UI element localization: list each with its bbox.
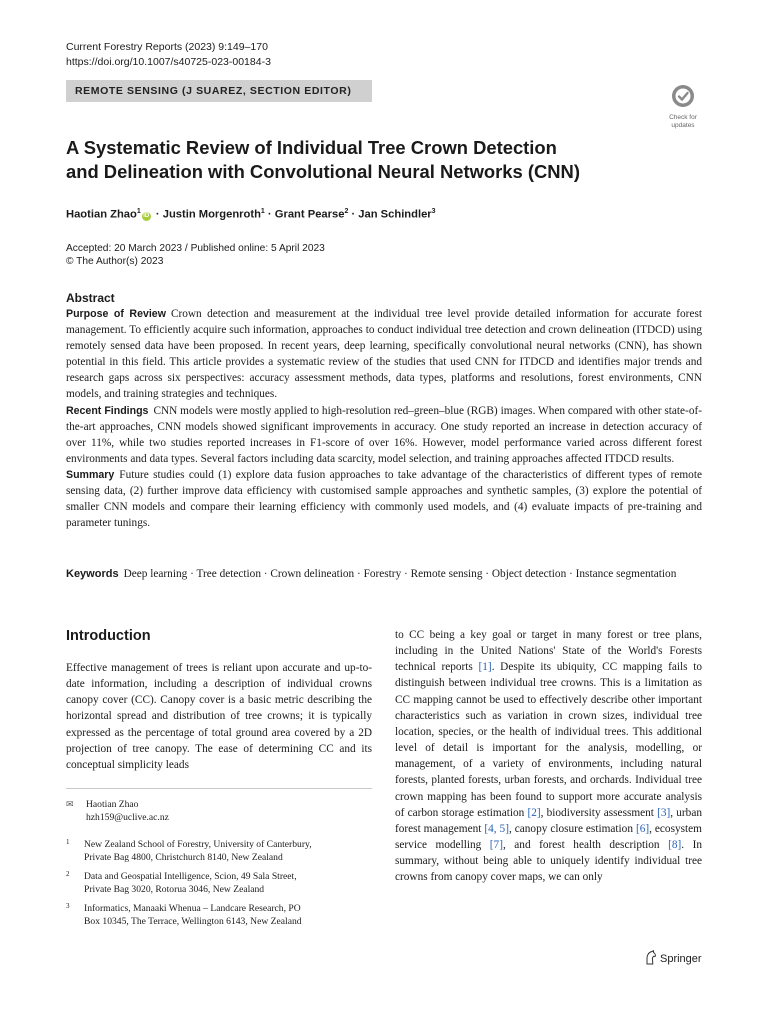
abstract-section-text: CNN models were mostly applied to high-resolution red–green–blue (RGB) images. When compared with other state-of-the-art approaches, CNN models showed significant improvements in accuracy. One study reported an increase in detection accuracy of over 11%, while two studies reported increases in F1-score of over 16%. However, model performance varied across different forest environments and data types. Several factors including data scarcity, model selection, and training approaches affected ITDCD results.: [66, 404, 702, 465]
abstract-purpose: [66, 306, 702, 403]
affiliation-line: Box 10345, The Terrace, Wellington 6143, New Zealand: [84, 916, 302, 928]
keywords: [66, 566, 702, 582]
intro-paragraph-left: Effective management of trees is reliant upon accurate and up-to-date information, including a description of individual crowns canopy cover (CC). Canopy cover is a basic metric describing the horizontal spread and distribution of tree crowns; it is typically expressed as the percentage of total ground area covered by a 2D projection of tree canopy. The ease of determining CC and its conceptual simplicity leads: [66, 662, 372, 771]
author-name[interactable]: Justin Morgenroth: [162, 208, 261, 221]
body-text: to CC being a key goal or target in many forest or tree plans, including in the United Nations' State of the World's Forests technical reports: [395, 629, 702, 674]
check-updates-icon: [671, 84, 695, 108]
body-text: . In summary, without being able to uniquely identify individual tree crowns from canopy cover maps, we can only: [395, 839, 702, 884]
author-separator: ·: [152, 208, 163, 221]
journal-citation: Current Forestry Reports (2023) 9:149–170: [66, 41, 268, 53]
citation-link[interactable]: [6]: [635, 822, 650, 835]
body-text: , ecosystem service modelling: [395, 822, 702, 852]
abstract-section-text: Future studies could (1) explore data fusion approaches to take advantage of the characteristics of different types of remote sensing data, (2) further improve data efficiency with customised sample approaches and synthetic samples, (3) explore the potential of smaller CNN models and compare their learning efficiency with commonly used models, and (4) evaluate impacts of pre-training and parameter tunings.: [66, 468, 702, 530]
copyright-line: © The Author(s) 2023: [66, 256, 164, 267]
author-separator: ·: [264, 208, 275, 221]
publication-dates: [66, 242, 325, 268]
affiliation-line: Private Bag 4800, Christchurch 8140, New Zealand: [84, 852, 283, 864]
orcid-icon[interactable]: iD: [143, 212, 150, 219]
affiliation-number: 3: [66, 902, 70, 910]
envelope-icon: ✉: [66, 799, 74, 809]
publisher-mark: [644, 950, 702, 967]
corresponding-author: [66, 798, 372, 824]
author-affiliation-mark: 2: [344, 208, 349, 215]
title-line-1: A Systematic Review of Individual Tree Crown Detection: [66, 137, 557, 158]
springer-horse-icon: [644, 950, 657, 965]
intro-paragraph-right: [395, 627, 702, 886]
right-column: [395, 627, 702, 886]
check-for-updates-badge[interactable]: [663, 84, 703, 129]
keywords-label: Keywords: [66, 568, 119, 580]
check-badge-line2: updates: [671, 122, 695, 129]
publisher-name: Springer: [660, 953, 702, 965]
footnote-divider: [66, 788, 372, 789]
affiliation-line: Data and Geospatial Intelligence, Scion, 49 Sala Street,: [84, 871, 297, 882]
abstract-section-label: Recent Findings: [66, 404, 149, 417]
citation-link[interactable]: [3]: [657, 806, 671, 819]
citation-link[interactable]: [8]: [668, 839, 682, 852]
doi-link[interactable]: https://doi.org/10.1007/s40725-023-00184-3: [66, 56, 271, 68]
citation-link[interactable]: [2]: [527, 806, 541, 819]
introduction-heading: Introduction: [66, 628, 151, 644]
affiliation-line: New Zealand School of Forestry, University of Canterbury,: [84, 839, 312, 850]
body-text: . Despite its ubiquity, CC mapping fails to distinguish between individual tree crowns. This is a limitation as CC mapping cannot be used to effectively describe other important characteristics such as variation in crown sizes, individual tree location, species, or the health of individual trees. This additional level of detail is important for the analysis, modelling, or management, of a variety of environments, including natural forests, planted forests, urban forests, and orchards. Individual tree crown mapping has been found to support more accurate analysis of carbon storage estimation: [395, 661, 702, 819]
affiliation-line: Informatics, Manaaki Whenua – Landcare Research, PO: [84, 903, 301, 914]
abstract: [66, 291, 702, 531]
author-name[interactable]: Grant Pearse: [274, 208, 345, 221]
affiliation-3: [66, 902, 372, 928]
corresponding-email[interactable]: hzh159@uclive.ac.nz: [86, 812, 169, 824]
affiliation-line: Private Bag 3020, Rotorua 3046, New Zealand: [84, 884, 265, 896]
abstract-section-label: Purpose of Review: [66, 308, 166, 320]
check-badge-line1: Check for: [669, 114, 697, 121]
abstract-section-label: Summary: [66, 468, 115, 481]
citation-link[interactable]: [4, 5]: [484, 822, 509, 835]
keywords-text: Deep learning · Tree detection · Crown delineation · Forestry · Remote sensing · Object detection · Instance segmentation: [123, 568, 677, 580]
author-affiliation-mark: 1: [260, 208, 265, 215]
citation-link[interactable]: [1]: [478, 661, 492, 674]
abstract-findings: [66, 403, 702, 467]
body-text: , canopy closure estimation: [508, 822, 636, 835]
body-text: , and forest health description: [502, 839, 669, 852]
corresponding-name: Haotian Zhao: [86, 799, 139, 810]
left-column: [66, 660, 372, 773]
affiliation-number: 2: [66, 870, 70, 878]
journal-header: [66, 40, 271, 70]
author-name[interactable]: Haotian Zhao: [66, 208, 137, 221]
author-name[interactable]: Jan Schindler: [358, 208, 432, 221]
body-text: , urban forest management: [395, 806, 702, 835]
body-text: , biodiversity assessment: [540, 806, 658, 819]
abstract-summary: [66, 467, 702, 531]
author-affiliation-mark: 3: [431, 208, 436, 215]
abstract-heading: Abstract: [66, 291, 115, 305]
author-separator: ·: [348, 208, 359, 221]
abstract-section-text: Crown detection and measurement at the individual tree level provide detailed information for accurate forest management. To efficiently acquire such information, approaches to conduct individual tree detection and crown delineation (ITDCD) using remotely sensed data have been proposed. In recent years, deep learning, specifically convolutional neural networks (CNN), has shown potential in this field. This article provides a systematic review of the studies that used CNN for ITDCD and identifies major trends and research gaps across six perspectives: accuracy assessment methods, data types, platforms and resolutions, forest environments, CNN models, and training strategies and techniques.: [66, 308, 702, 401]
affiliation-2: [66, 870, 372, 896]
section-label: REMOTE SENSING (J SUAREZ, SECTION EDITOR): [66, 80, 372, 102]
title-line-2: and Delineation with Convolutional Neural Networks (CNN): [66, 160, 580, 182]
article-title: [66, 136, 686, 183]
citation-link[interactable]: [7]: [489, 839, 503, 852]
affiliation-1: [66, 838, 372, 864]
accepted-published-date: Accepted: 20 March 2023 / Published online: 5 April 2023: [66, 243, 325, 254]
author-affiliation-mark: 1: [136, 208, 141, 215]
affiliation-number: 1: [66, 838, 70, 846]
author-list: [66, 205, 436, 222]
